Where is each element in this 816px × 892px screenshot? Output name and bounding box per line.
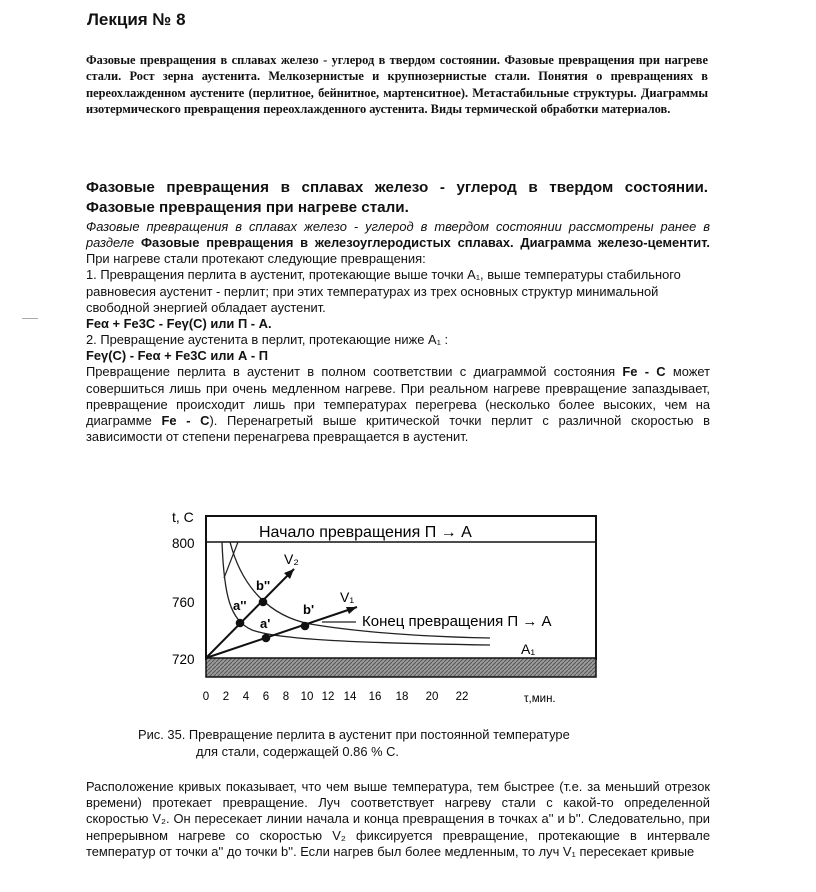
point-a2-dot [236,619,245,628]
point-b1-dot [301,622,310,631]
point-b1-label: b' [303,602,315,617]
lecture-title: Лекция № 8 [87,10,186,29]
x-tick-18: 18 [395,691,409,703]
p3-text-a: Превращение перлита в аустенит в полном соответствии с диаграммой состояния [86,364,616,380]
y-axis-label: t, C [172,509,194,525]
p3-text-c: может совершиться лишь при очень медленном нагреве. При реальном нагреве превращение запаздывает, превращение происходит лишь при температурах перегрева (несколько более высоких, чем на диаграмме [86,364,710,428]
list-item-1: 1. Превращения перлита в аустенит, протекающие выше точки А₁, выше температуры стабильного равновесия аустенит - перлит; при этих температурах из трех основных структур минимальной свободной энергией обладает аустенит. [86,267,681,315]
v2-label: V₂ [284,551,299,567]
formula-1: Feα + Fe3C - Feγ(C) или П - А. [86,315,272,331]
p3-fe-c-2: Fe - C [161,412,210,428]
y-tick-720: 720 [172,652,195,667]
intro-italic: Фазовые превращения в сплавах железо - углерод в твердом состоянии рассмотрены ранее в разделе [86,219,710,251]
y-tick-760: 760 [172,595,195,610]
v1-label: V₁ [340,589,355,605]
intro-paragraph [86,219,710,267]
list-item-2: 2. Превращение аустенита в перлит, протекающие ниже А₁ : [86,332,449,348]
final-paragraph [86,779,710,860]
x-axis-ticks [203,691,469,703]
caption-line-2: для стали, содержащей 0.86 % С. [196,744,400,759]
point-a1-label: a' [260,616,271,631]
x-tick-20: 20 [425,691,439,703]
x-tick-22: 22 [455,691,469,703]
y-tick-800: 800 [172,536,195,551]
x-tick-16: 16 [368,691,382,703]
x-tick-6: 6 [262,691,270,703]
start-transformation-label: Начало превращения П → А [259,524,472,541]
x-tick-0: 0 [202,691,210,703]
a1-hatched-band [206,658,596,677]
p3-text-e: ). Перенагретый выше критической точки перлит с различной скоростью в зависимости от степени перенагрева превращается в аустенит. [86,412,710,445]
figure-caption [138,726,658,760]
phase-diagram-graphic [160,506,620,716]
paragraph-3 [86,364,710,445]
body-text [86,219,710,445]
formula-2: Feγ(C) - Feα + Fe3C или А - П [86,348,268,364]
figure-35 [160,506,620,716]
lecture-abstract: Фазовые превращения в сплавах железо - углерод в твердом состоянии. Фазовые превращения при нагреве стали. Рост зерна аустенита. Мелкозернистые и крупнозернистые стали. Понятия о превращениях в переохлажденном аустените (перлитное, бейнитное, мартенситное). Метастабильные структуры. Диаграммы изотермического превращения переохлажденного аустенита. Виды термической обработки материалов. [86,53,708,116]
point-a1-dot [262,634,271,643]
scan-speck [22,318,38,319]
caption-line-1: Рис. 35. Превращение перлита в аустенит при постоянной температуре [138,727,570,742]
a1-label: A₁ [521,641,536,657]
point-a2-label: a'' [233,598,247,613]
x-tick-14: 14 [343,691,357,703]
end-transformation-label: Конец превращения П → А [362,613,552,630]
x-tick-12: 12 [321,691,335,703]
final-paragraph-text: Расположение кривых показывает, что чем выше температура, тем быстрее (т.е. за меньший отрезок времени) протекает превращение. Луч соответствует нагреву стали с какой-то определенной скоростью V₂. Он пересекает линии начала и конца превращения в точках a'' и b''. Следовательно, при непрерывном нагреве со скоростью V₂ фиксируется превращение, протекающие в интервале температур от точки a'' до точки b''. Если нагрев был более медленным, то луч V₁ пересекает кривые [86,779,710,859]
section-title: Фазовые превращения в сплавах железо - углерод в твердом состоянии. Фазовые превращения при нагреве стали. [86,179,708,216]
p3-fe-c-1: Fe - C [622,364,666,380]
intro-tail: При нагреве стали протекают следующие превращения: [86,251,426,267]
intro-bold-reference: Фазовые превращения в железоуглеродистых сплавах. Диаграмма железо-цементит. [141,235,710,251]
point-b2-dot [259,598,268,607]
x-tick-4: 4 [242,691,250,703]
x-tick-2: 2 [222,691,230,703]
point-b2-label: b'' [256,578,271,593]
x-tick-10: 10 [300,691,314,703]
x-tick-8: 8 [282,691,290,703]
x-axis-label: τ,мин. [524,693,556,705]
